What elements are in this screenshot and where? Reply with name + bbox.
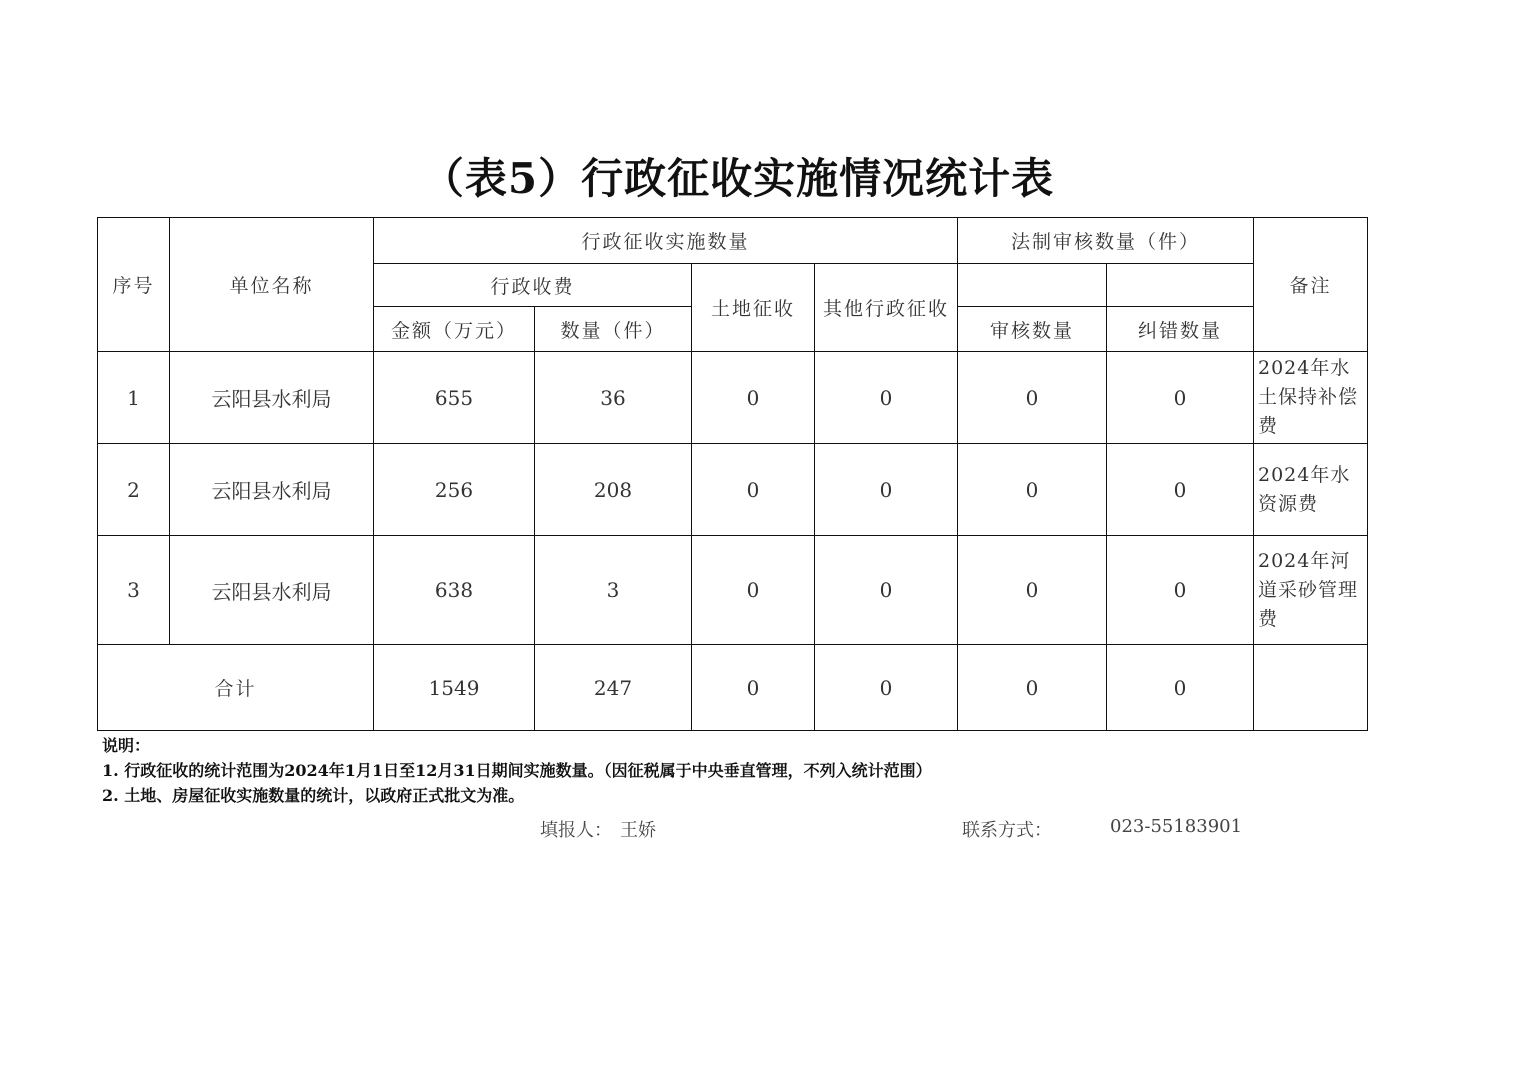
row-remark: 2024年水资源费 bbox=[1254, 444, 1368, 536]
table-row bbox=[98, 352, 1368, 444]
contact-phone: 023-55183901 bbox=[1110, 816, 1243, 837]
row-land: 0 bbox=[692, 536, 815, 645]
row-amount: 256 bbox=[374, 444, 535, 536]
page-title: （表5）行政征收实施情况统计表 bbox=[421, 154, 1055, 203]
table-row bbox=[98, 444, 1368, 536]
header-correction-count: 纠错数量 bbox=[1107, 307, 1254, 352]
row-count: 3 bbox=[535, 536, 692, 645]
header-remark: 备注 bbox=[1254, 218, 1368, 352]
contact-label: 联系方式： bbox=[962, 820, 1052, 841]
row-other: 0 bbox=[815, 536, 958, 645]
total-label: 合计 bbox=[98, 645, 374, 731]
header-review-count: 审核数量 bbox=[958, 307, 1107, 352]
total-other: 0 bbox=[815, 645, 958, 731]
row-review: 0 bbox=[958, 536, 1107, 645]
statistics-table bbox=[97, 217, 1368, 731]
row-other: 0 bbox=[815, 352, 958, 444]
row-remark: 2024年河道采砂管理费 bbox=[1254, 536, 1368, 645]
row-land: 0 bbox=[692, 444, 815, 536]
header-land: 土地征收 bbox=[692, 264, 815, 352]
header-review-group: 法制审核数量（件） bbox=[958, 218, 1254, 264]
note-item: 2. 土地、房屋征收实施数量的统计，以政府正式批文为准。 bbox=[102, 786, 525, 805]
row-unit: 云阳县水利局 bbox=[170, 352, 374, 444]
row-amount: 655 bbox=[374, 352, 535, 444]
total-remark bbox=[1254, 645, 1368, 731]
header-seq: 序号 bbox=[98, 218, 170, 352]
filler-name: 王娇 bbox=[620, 820, 656, 841]
row-unit: 云阳县水利局 bbox=[170, 536, 374, 645]
row-review: 0 bbox=[958, 352, 1107, 444]
row-remark: 2024年水土保持补偿费 bbox=[1254, 352, 1368, 444]
header-correction-blank bbox=[1107, 264, 1254, 307]
row-review: 0 bbox=[958, 444, 1107, 536]
row-seq: 3 bbox=[98, 536, 170, 645]
total-correction: 0 bbox=[1107, 645, 1254, 731]
header-count: 数量（件） bbox=[535, 307, 692, 352]
row-count: 208 bbox=[535, 444, 692, 536]
total-row bbox=[98, 645, 1368, 731]
header-unit: 单位名称 bbox=[170, 218, 374, 352]
header-amount: 金额（万元） bbox=[374, 307, 535, 352]
row-land: 0 bbox=[692, 352, 815, 444]
filler-label: 填报人： bbox=[540, 820, 612, 841]
table-row bbox=[98, 536, 1368, 645]
row-other: 0 bbox=[815, 444, 958, 536]
total-land: 0 bbox=[692, 645, 815, 731]
row-seq: 1 bbox=[98, 352, 170, 444]
row-correction: 0 bbox=[1107, 352, 1254, 444]
note-item: 1. 行政征收的统计范围为2024年1月1日至12月31日期间实施数量。（因征税属于中央垂直管理，不列入统计范围） bbox=[102, 761, 932, 780]
notes-section bbox=[102, 733, 932, 808]
row-correction: 0 bbox=[1107, 444, 1254, 536]
header-other: 其他行政征收 bbox=[815, 264, 958, 352]
row-unit: 云阳县水利局 bbox=[170, 444, 374, 536]
notes-heading: 说明： bbox=[102, 736, 151, 755]
row-count: 36 bbox=[535, 352, 692, 444]
row-correction: 0 bbox=[1107, 536, 1254, 645]
total-review: 0 bbox=[958, 645, 1107, 731]
header-review-blank bbox=[958, 264, 1107, 307]
header-impl-group: 行政征收实施数量 bbox=[374, 218, 958, 264]
total-count: 247 bbox=[535, 645, 692, 731]
header-fees-group: 行政收费 bbox=[374, 264, 692, 307]
total-amount: 1549 bbox=[374, 645, 535, 731]
row-amount: 638 bbox=[374, 536, 535, 645]
row-seq: 2 bbox=[98, 444, 170, 536]
